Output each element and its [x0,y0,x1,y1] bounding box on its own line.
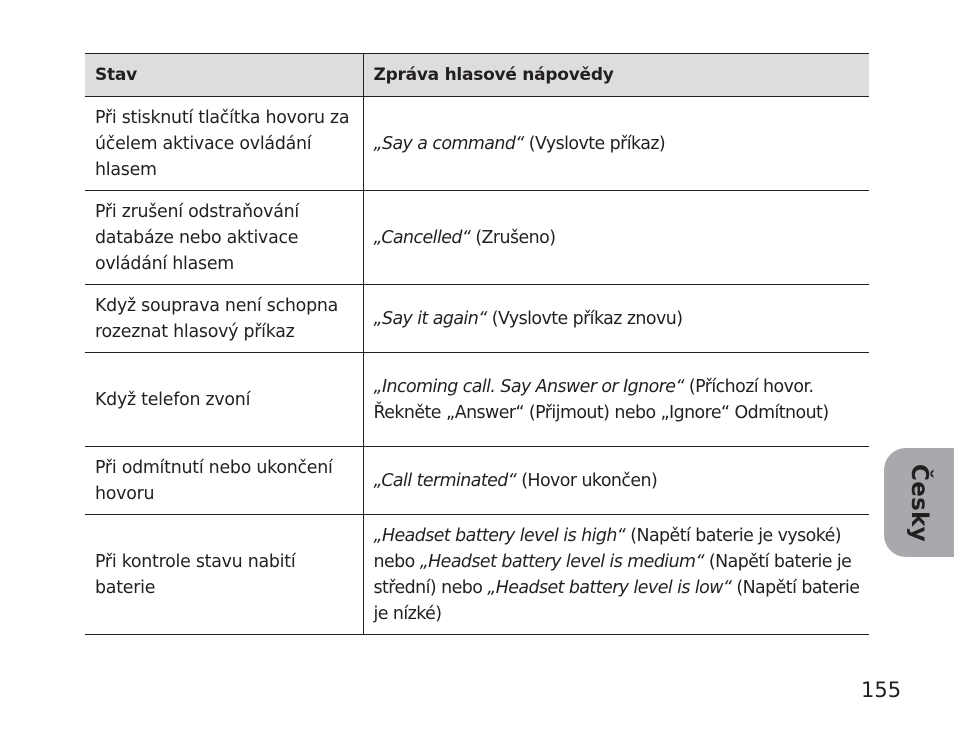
translation-text: (Napětí baterie je vysoké) nebo [373,525,842,572]
translation-text: (Vyslovte příkaz znovu) [486,308,683,329]
table-row [85,515,869,635]
prompt-text: „Cancelled“ [373,227,471,248]
message-cell [363,191,869,285]
page-number: 155 [861,678,902,702]
header-zprava: Zpráva hlasové nápovědy [363,54,869,97]
state-cell: Při stisknutí tlačítka hovoru za účelem aktivace ovládání hlasem [85,97,363,191]
table-row [85,353,869,447]
table-row [85,97,869,191]
message-cell [363,285,869,353]
prompt-text: „Headset battery level is high“ [373,525,626,546]
table-header-row [85,54,869,97]
message-cell [363,447,869,515]
table-row [85,191,869,285]
state-cell: Když telefon zvoní [85,353,363,447]
translation-text: (Vyslovte příkaz) [523,133,666,154]
voice-prompt-table [85,53,869,635]
state-cell: Při kontrole stavu nabití baterie [85,515,363,635]
state-cell: Při zrušení odstraňování databáze nebo aktivace ovládání hlasem [85,191,363,285]
message-cell [363,515,869,635]
language-tab-label: Česky [906,463,932,542]
prompt-text: „Headset battery level is low“ [487,577,732,598]
header-stav: Stav [85,54,363,97]
message-cell [363,97,869,191]
prompt-text: „Headset battery level is medium“ [419,551,704,572]
prompt-text: „Incoming call. Say Answer or Ignore“ [373,376,684,397]
state-cell: Při odmítnutí nebo ukončení hovoru [85,447,363,515]
translation-text: (Napětí baterie je nízké) [373,577,860,624]
table-row [85,447,869,515]
translation-text: (Zrušeno) [470,227,556,248]
state-cell: Když souprava není schopna rozeznat hlasový příkaz [85,285,363,353]
prompt-text: „Say it again“ [373,308,487,329]
table-row [85,285,869,353]
prompt-text: „Say a command“ [373,133,524,154]
translation-text: (Napětí baterie je střední) nebo [373,551,852,598]
message-cell [363,353,869,447]
translation-text: (Příchozí hovor. Řekněte „Answer“ (Přijmout) nebo „Ignore“ Odmítnout) [373,376,829,423]
translation-text: (Hovor ukončen) [516,470,658,491]
prompt-text: „Call terminated“ [373,470,517,491]
voice-prompt-table-container [85,53,869,635]
language-side-tab [884,448,954,557]
